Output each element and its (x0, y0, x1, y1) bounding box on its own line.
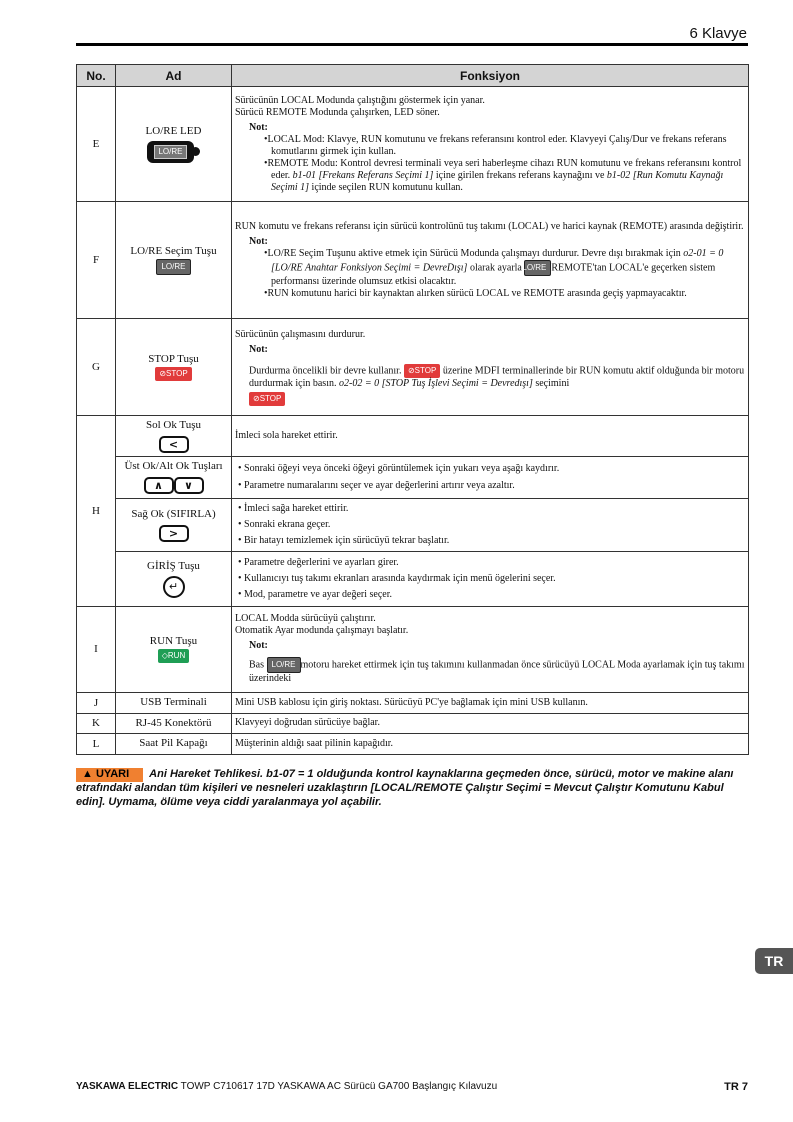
stop-key-icon: ⊘STOP (404, 364, 440, 378)
row-name (116, 456, 232, 498)
row-no: J (77, 692, 116, 713)
note-text: Durdurma öncelikli bir devre kullanır. ⊘STOP üzerine MDFI terminallerinde bir RUN komutu aktif olduğunda bir motoru durdurmak için basın. o2-02 = 0 [STOP Tuş İşlevi Seçimi = Devredışı] seçimini (249, 364, 745, 389)
right-arrow-icon: > (159, 525, 189, 542)
lore-key-icon: LO/RE (524, 260, 551, 276)
stop-key-label: STOP Tuşu (148, 352, 199, 365)
bullet: • Kullanıcıyı tuş takımı ekranları arasında kaydırmak için menü ögelerini seçer. (238, 572, 556, 584)
table-row (77, 734, 749, 755)
row-function: İmleci sola hareket ettirir. (232, 416, 749, 457)
note-label: Not: (249, 235, 268, 247)
lore-key-label: LO/RE Seçim Tuşu (130, 245, 217, 258)
bullet: • Parametre değerlerini ve ayarları girer. (238, 556, 399, 568)
enter-icon: ↵ (163, 576, 185, 598)
warning-icon: ▲ (82, 768, 96, 780)
note-label: Not: (249, 121, 268, 133)
lore-key-icon: LO/RE (267, 657, 301, 673)
note-text: Bas LO/RE motoru hareket ettirmek için tuş takımını kullanmadan önce sürücüyü LOCAL Moda ayarlamak için tuş takımı üzerindeki (249, 657, 745, 685)
table-row (77, 713, 749, 734)
run-key-icon: ◇RUN (158, 649, 190, 663)
function-text: LOCAL Modda sürücüyü çalıştırır. (235, 613, 376, 625)
table-row (77, 498, 749, 551)
bullet: • Sonraki öğeyi veya önceki öğeyi görüntülemek için yukarı veya aşağı kaydırır. (238, 462, 560, 474)
row-function: Mini USB kablosu için giriş noktası. Sürücüyü PC'ye bağlamak için mini USB kullanın. (232, 692, 749, 713)
row-function (232, 202, 749, 319)
function-text: Otomatik Ayar modunda çalışmayı başlatır. (235, 625, 409, 637)
bullet: •LO/RE Seçim Tuşunu aktive etmek için Sürücü Modunda çalışmayı durdurur. Devre dışı bırakmak için o2-01 = 0 [LO/RE Anahtar Fonksiyon Seçimi = DevreDışı] olarak ayarla LO/RE REMOTE'tan LOCAL'e geçerken sistem performansı üzerinde olumsuz etkisi olacaktır. (264, 247, 724, 287)
down-arrow-icon: ∨ (174, 477, 204, 494)
stop-key-icon: ⊘STOP (249, 392, 285, 406)
row-no: E (77, 87, 116, 202)
row-name (116, 87, 232, 202)
keypad-table (76, 64, 749, 755)
stop-key-icon: ⊘STOP (155, 367, 191, 381)
table-row (77, 319, 749, 416)
left-arrow-key-label: Sol Ok Tuşu (145, 419, 202, 431)
row-name (116, 319, 232, 416)
row-function (232, 87, 749, 202)
row-name: Saat Pil Kapağı (116, 734, 232, 755)
language-badge: TR (755, 948, 793, 974)
function-text: Sürücünün çalışmasını durdurur. (235, 328, 366, 340)
enter-key-label: GİRİŞ Tuşu (147, 559, 200, 572)
footer-doc: TOWP C710617 17D YASKAWA AC Sürücü GA700 Başlangıç Kılavuzu (178, 1081, 498, 1092)
row-function (232, 606, 749, 692)
table-row (77, 692, 749, 713)
header-rule (76, 43, 748, 46)
note-label: Not: (249, 640, 268, 652)
row-name (116, 416, 232, 457)
row-name: USB Terminali (116, 692, 232, 713)
lore-key-icon: LO/RE (156, 259, 190, 275)
table-row (77, 416, 749, 457)
lore-led-icon: LO/RE (147, 141, 199, 163)
function-text: Sürücü REMOTE Modunda çalışırken, LED söner. (235, 106, 440, 118)
footer-brand: YASKAWA ELECTRIC (76, 1081, 179, 1092)
bullet: • Mod, parametre ve ayar değeri seçer. (238, 588, 392, 600)
lore-led-label: LO/RE LED (145, 124, 202, 137)
table-row (77, 551, 749, 606)
page-number: TR 7 (724, 1081, 748, 1093)
row-name: RJ-45 Konektörü (116, 713, 232, 734)
row-no: L (77, 734, 116, 755)
col-header-no: No. (77, 65, 116, 87)
bullet: •LOCAL Mod: Klavye, RUN komutunu ve frekans referansını kontrol eder. Klavyeyi Çalış/Dur ve frekans referans komutlarını girmek için kullan. (264, 133, 727, 157)
row-name (116, 551, 232, 606)
table-header-row (77, 65, 749, 87)
row-function: Klavyeyi doğrudan sürücüye bağlar. (232, 713, 749, 734)
row-no: K (77, 713, 116, 734)
row-no: G (77, 319, 116, 416)
row-function (232, 551, 749, 606)
bullet: • Bir hatayı temizlemek için sürücüyü tekrar başlatır. (238, 534, 450, 546)
table-row (77, 606, 749, 692)
warning-tag: ▲ UYARI (76, 768, 143, 782)
row-function (232, 456, 749, 498)
row-function: Müşterinin aldığı saat pilinin kapağıdır. (232, 734, 749, 755)
warning-text: Ani Hareket Tehlikesi. b1-07 = 1 olduğunda kontrol kaynaklarına geçmeden önce, sürücü, motor ve makine alanı etrafındaki alandan tüm kişileri ve nesneleri uzaklaştırın [LOCAL/REMOTE Çalıştır Seçimi = Mevcut Çalıştır Komutunu Kabul edin]. Uymama, ölüme veya ciddi yaralanmaya yol açabilir. (76, 768, 734, 808)
bullet: • İmleci sağa hareket ettirir. (238, 502, 349, 514)
row-no: I (77, 606, 116, 692)
up-down-keys-label: Üst Ok/Alt Ok Tuşları (124, 460, 223, 473)
row-function (232, 319, 749, 416)
table-row (77, 87, 749, 202)
table-row (77, 456, 749, 498)
up-arrow-icon: ∧ (144, 477, 174, 494)
bullet: • Parametre numaralarını seçer ve ayar değerlerini artırır veya azaltır. (238, 479, 515, 491)
section-title: 6 Klavye (689, 25, 747, 42)
note-label: Not: (249, 343, 268, 355)
run-key-label: RUN Tuşu (149, 635, 198, 648)
col-header-ad: Ad (116, 65, 232, 87)
row-no: F (77, 202, 116, 319)
row-no: H (77, 416, 116, 607)
left-arrow-icon: < (159, 436, 189, 453)
row-function (232, 498, 749, 551)
right-arrow-key-label: Sağ Ok (SIFIRLA) (131, 507, 216, 520)
function-text: RUN komutu ve frekans referansı için sürücü kontrolünü tuş takımı (LOCAL) ve harici kaynak (REMOTE) arasında değiştirir. (235, 220, 744, 232)
col-header-fonksiyon: Fonksiyon (232, 65, 749, 87)
row-name (116, 202, 232, 319)
bullet: •REMOTE Modu: Kontrol devresi terminali veya seri haberleşme cihazı RUN komutunu ve frekans referansını kontrol eder. b1-01 [Frekans Referans Seçimi 1] içine girilen frekans referans kaynağını ve b1-02 [Run Komutu Kaynağı Seçimi 1] içinde seçilen RUN komutunu kullan. (264, 157, 742, 193)
warning-block (76, 768, 744, 809)
function-text: Sürücünün LOCAL Modunda çalıştığını göstermek için yanar. (235, 94, 485, 106)
table-row (77, 202, 749, 319)
bullet: •RUN komutunu harici bir kaynaktan alırken sürücü LOCAL ve REMOTE arasında geçiş yapmayacaktır. (264, 287, 687, 299)
bullet: • Sonraki ekrana geçer. (238, 518, 331, 530)
row-name (116, 606, 232, 692)
page-footer (76, 1081, 748, 1092)
row-name (116, 498, 232, 551)
